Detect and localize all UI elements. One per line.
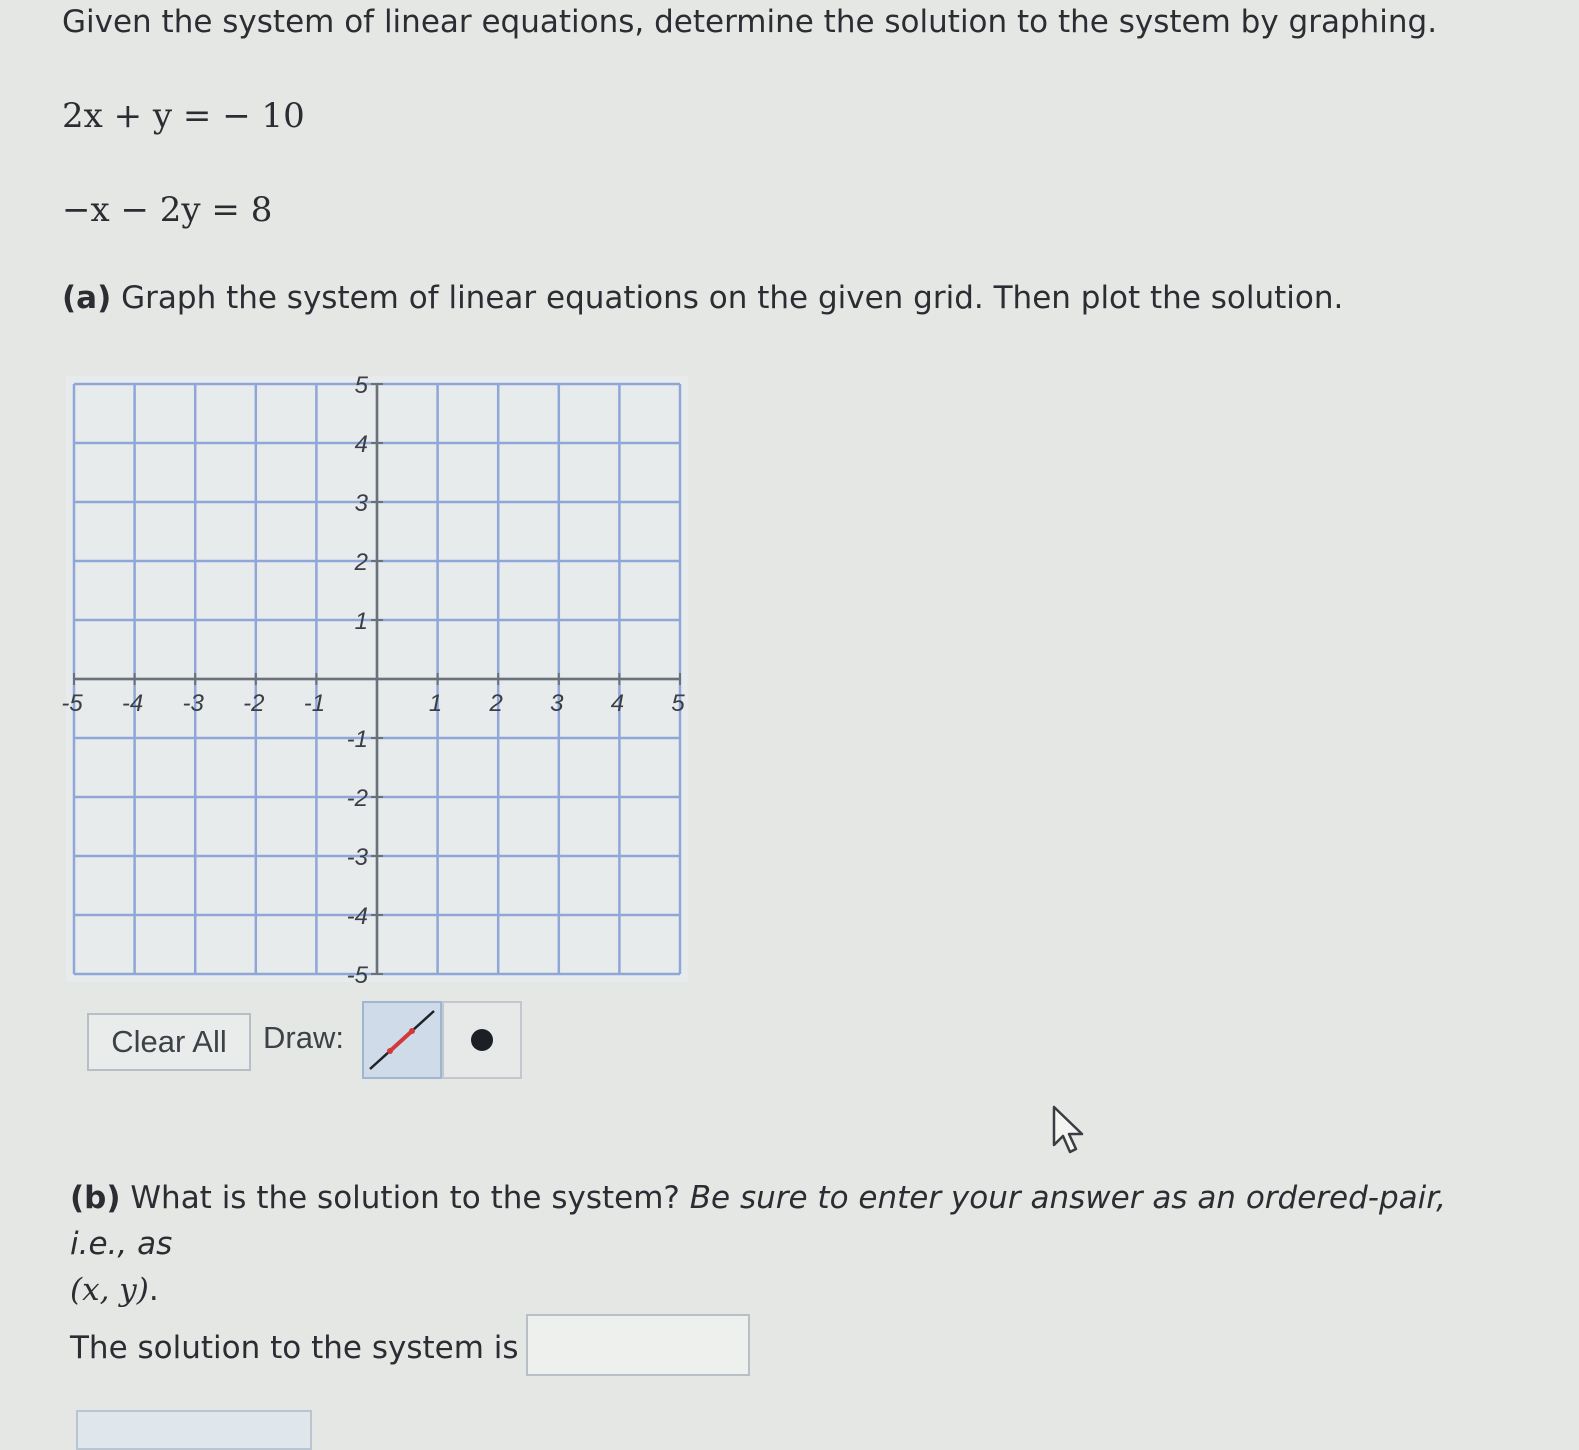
line-tool-button[interactable] (362, 1001, 442, 1079)
x-tick-label: -5 (61, 690, 83, 717)
answer-prefix: The solution to the system is (70, 1330, 519, 1366)
y-tick-label: -2 (346, 785, 368, 812)
y-tick-label: -4 (346, 903, 368, 930)
y-tick-label: 3 (354, 490, 368, 517)
y-tick-label: 4 (354, 431, 368, 458)
x-tick-label: 3 (550, 690, 564, 717)
part-a-label: (a) (62, 280, 112, 316)
mouse-cursor-icon (1050, 1105, 1090, 1157)
x-tick-label: -2 (243, 690, 265, 717)
y-tick-label: -5 (346, 962, 368, 989)
x-tick-label: 5 (671, 690, 685, 717)
y-tick-label: -1 (346, 726, 368, 753)
coordinate-grid[interactable] (61, 372, 688, 989)
equation-2: −x − 2y = 8 (62, 190, 273, 230)
part-b-instruction: Be sure to enter your answer as an ordered-pair, i.e., as (70, 1180, 1446, 1262)
point-tool-icon (471, 1029, 493, 1051)
draw-label: Draw: (263, 1020, 344, 1055)
x-tick-label: -4 (121, 690, 144, 717)
submit-button[interactable] (76, 1410, 312, 1450)
y-tick-label: 2 (354, 549, 368, 576)
x-tick-label: -1 (303, 690, 326, 717)
part-b-question: (b) What is the solution to the system? Be sure to enter your answer as an ordered-pair, i.e., as (x, y). (70, 1180, 1446, 1308)
x-tick-label: 4 (610, 690, 625, 717)
part-a-instruction (62, 280, 1343, 316)
x-tick-label: -3 (182, 690, 204, 717)
solution-input[interactable] (526, 1314, 750, 1376)
clear-all-button[interactable]: Clear All (87, 1013, 251, 1071)
part-b-label: (b) (70, 1180, 121, 1216)
part-a-text: Graph the system of linear equations on the given grid. Then plot the solution. (121, 280, 1344, 316)
y-tick-label: 1 (354, 608, 368, 635)
part-b-text: What is the solution to the system? (130, 1180, 680, 1216)
point-tool-button[interactable] (442, 1001, 522, 1079)
x-tick-label: 1 (428, 690, 443, 717)
y-tick-label: 5 (354, 372, 368, 399)
y-tick-label: -3 (346, 844, 368, 871)
equation-1: 2x + y = − 10 (62, 96, 305, 136)
x-tick-label: 2 (489, 690, 503, 717)
question-prompt: Given the system of linear equations, determine the solution to the system by graphing. (62, 4, 1438, 40)
line-tool-icon (364, 1003, 440, 1077)
ordered-pair-format: (x, y) (70, 1272, 149, 1308)
